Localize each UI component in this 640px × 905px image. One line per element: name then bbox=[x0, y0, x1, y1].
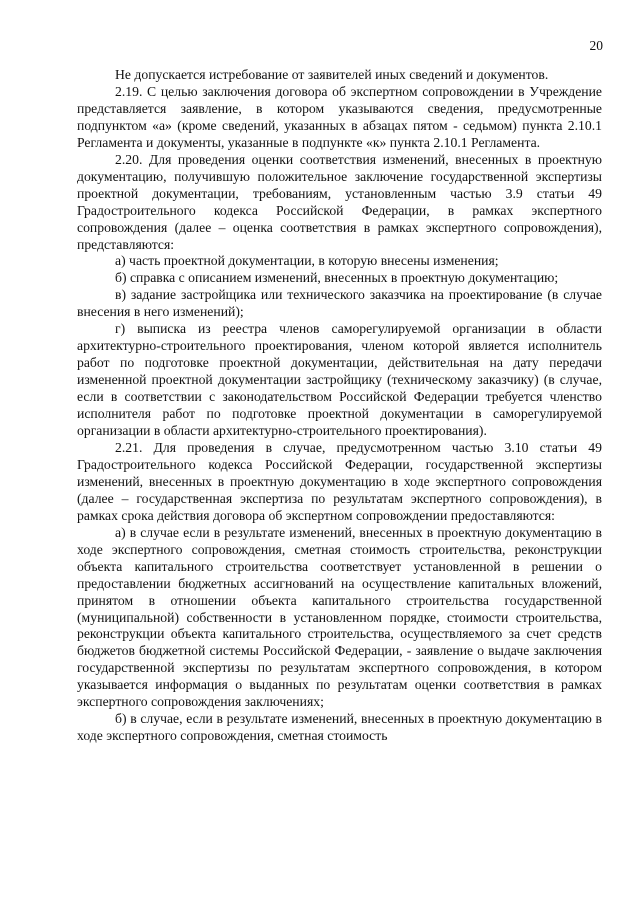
paragraph-2-20: 2.20. Для проведения оценки соответствия изменений, внесенных в проектную документацию, получившую положительное заключение государственной экспертизы проектной документации, требованиям, установленным частью 3.9 статьи 49 Градостроительного кодекса Российской Федерации, в рамках экспертного сопровождения (далее – оценка соответствия в рамках экспертного сопровождения), представляются: bbox=[77, 151, 602, 252]
page-number: 20 bbox=[589, 38, 603, 53]
paragraph-2-21: 2.21. Для проведения в случае, предусмотренном частью 3.10 статьи 49 Градостроительного кодекса Российской Федерации, государственной экспертизы изменений, внесенных в проектную документацию в ходе экспертного сопровождения (далее – государственная экспертиза по результатам экспертного сопровождения), в рамках срока действия договора об экспертном сопровождении предоставляются: bbox=[77, 439, 602, 523]
list-item-2-20-v: в) задание застройщика или технического заказчика на проектирование (в случае внесения в него изменений); bbox=[77, 287, 602, 320]
document-body bbox=[77, 67, 602, 745]
paragraph-2-19: 2.19. С целью заключения договора об экспертном сопровождении в Учреждение представляется заявление, в котором указываются сведения, предусмотренные подпунктом «а» (кроме сведений, указанных в абзацах пятом - седьмом) пункта 2.10.1 Регламента и документы, указанные в подпункте «к» пункта 2.10.1 Регламента. bbox=[77, 83, 602, 150]
list-item-2-20-b: б) справка с описанием изменений, внесенных в проектную документацию; bbox=[115, 270, 559, 286]
paragraph-no-extra-documents: Не допускается истребование от заявителей иных сведений и документов. bbox=[115, 67, 549, 82]
list-item-2-21-a: а) в случае если в результате изменений, внесенных в проектную документацию в ходе экспертного сопровождения, сметная стоимость строительства, реконструкции объекта капитального строительства соответствует установленной в решении о предоставлении бюджетных ассигнований на осуществление капитальных вложений, принятом в отношении объекта капитального строительства государственной (муниципальной) собственности в установленном порядке, стоимости строительства, реконструкции объекта капитального строительства, осуществляемого за счет средств бюджетов бюджетной системы Российской Федерации, - заявление о выдаче заключения государственной экспертизы по результатам экспертного сопровождения, в котором указывается информация о выданных по результатам оценки соответствия в рамках экспертного сопровождения заключениях; bbox=[77, 524, 602, 710]
list-item-2-21-b: б) в случае, если в результате изменений, внесенных в проектную документацию в ходе экспертного сопровождения, сметная стоимость bbox=[77, 711, 602, 744]
list-item-2-20-a: а) часть проектной документации, в которую внесены изменения; bbox=[115, 253, 499, 269]
list-item-2-20-g: г) выписка из реестра членов саморегулируемой организации в области архитектурно-строительного проектирования, членом которой является исполнитель работ по подготовке проектной документации, действительная на дату передачи измененной проектной документации застройщику (техническому заказчику) (в случае, если в соответствии с законодательством Российской Федерации требуется членство исполнителя работ по подготовке проектной документации в саморегулируемой организации в области архитектурно-строительного проектирования). bbox=[77, 321, 602, 439]
